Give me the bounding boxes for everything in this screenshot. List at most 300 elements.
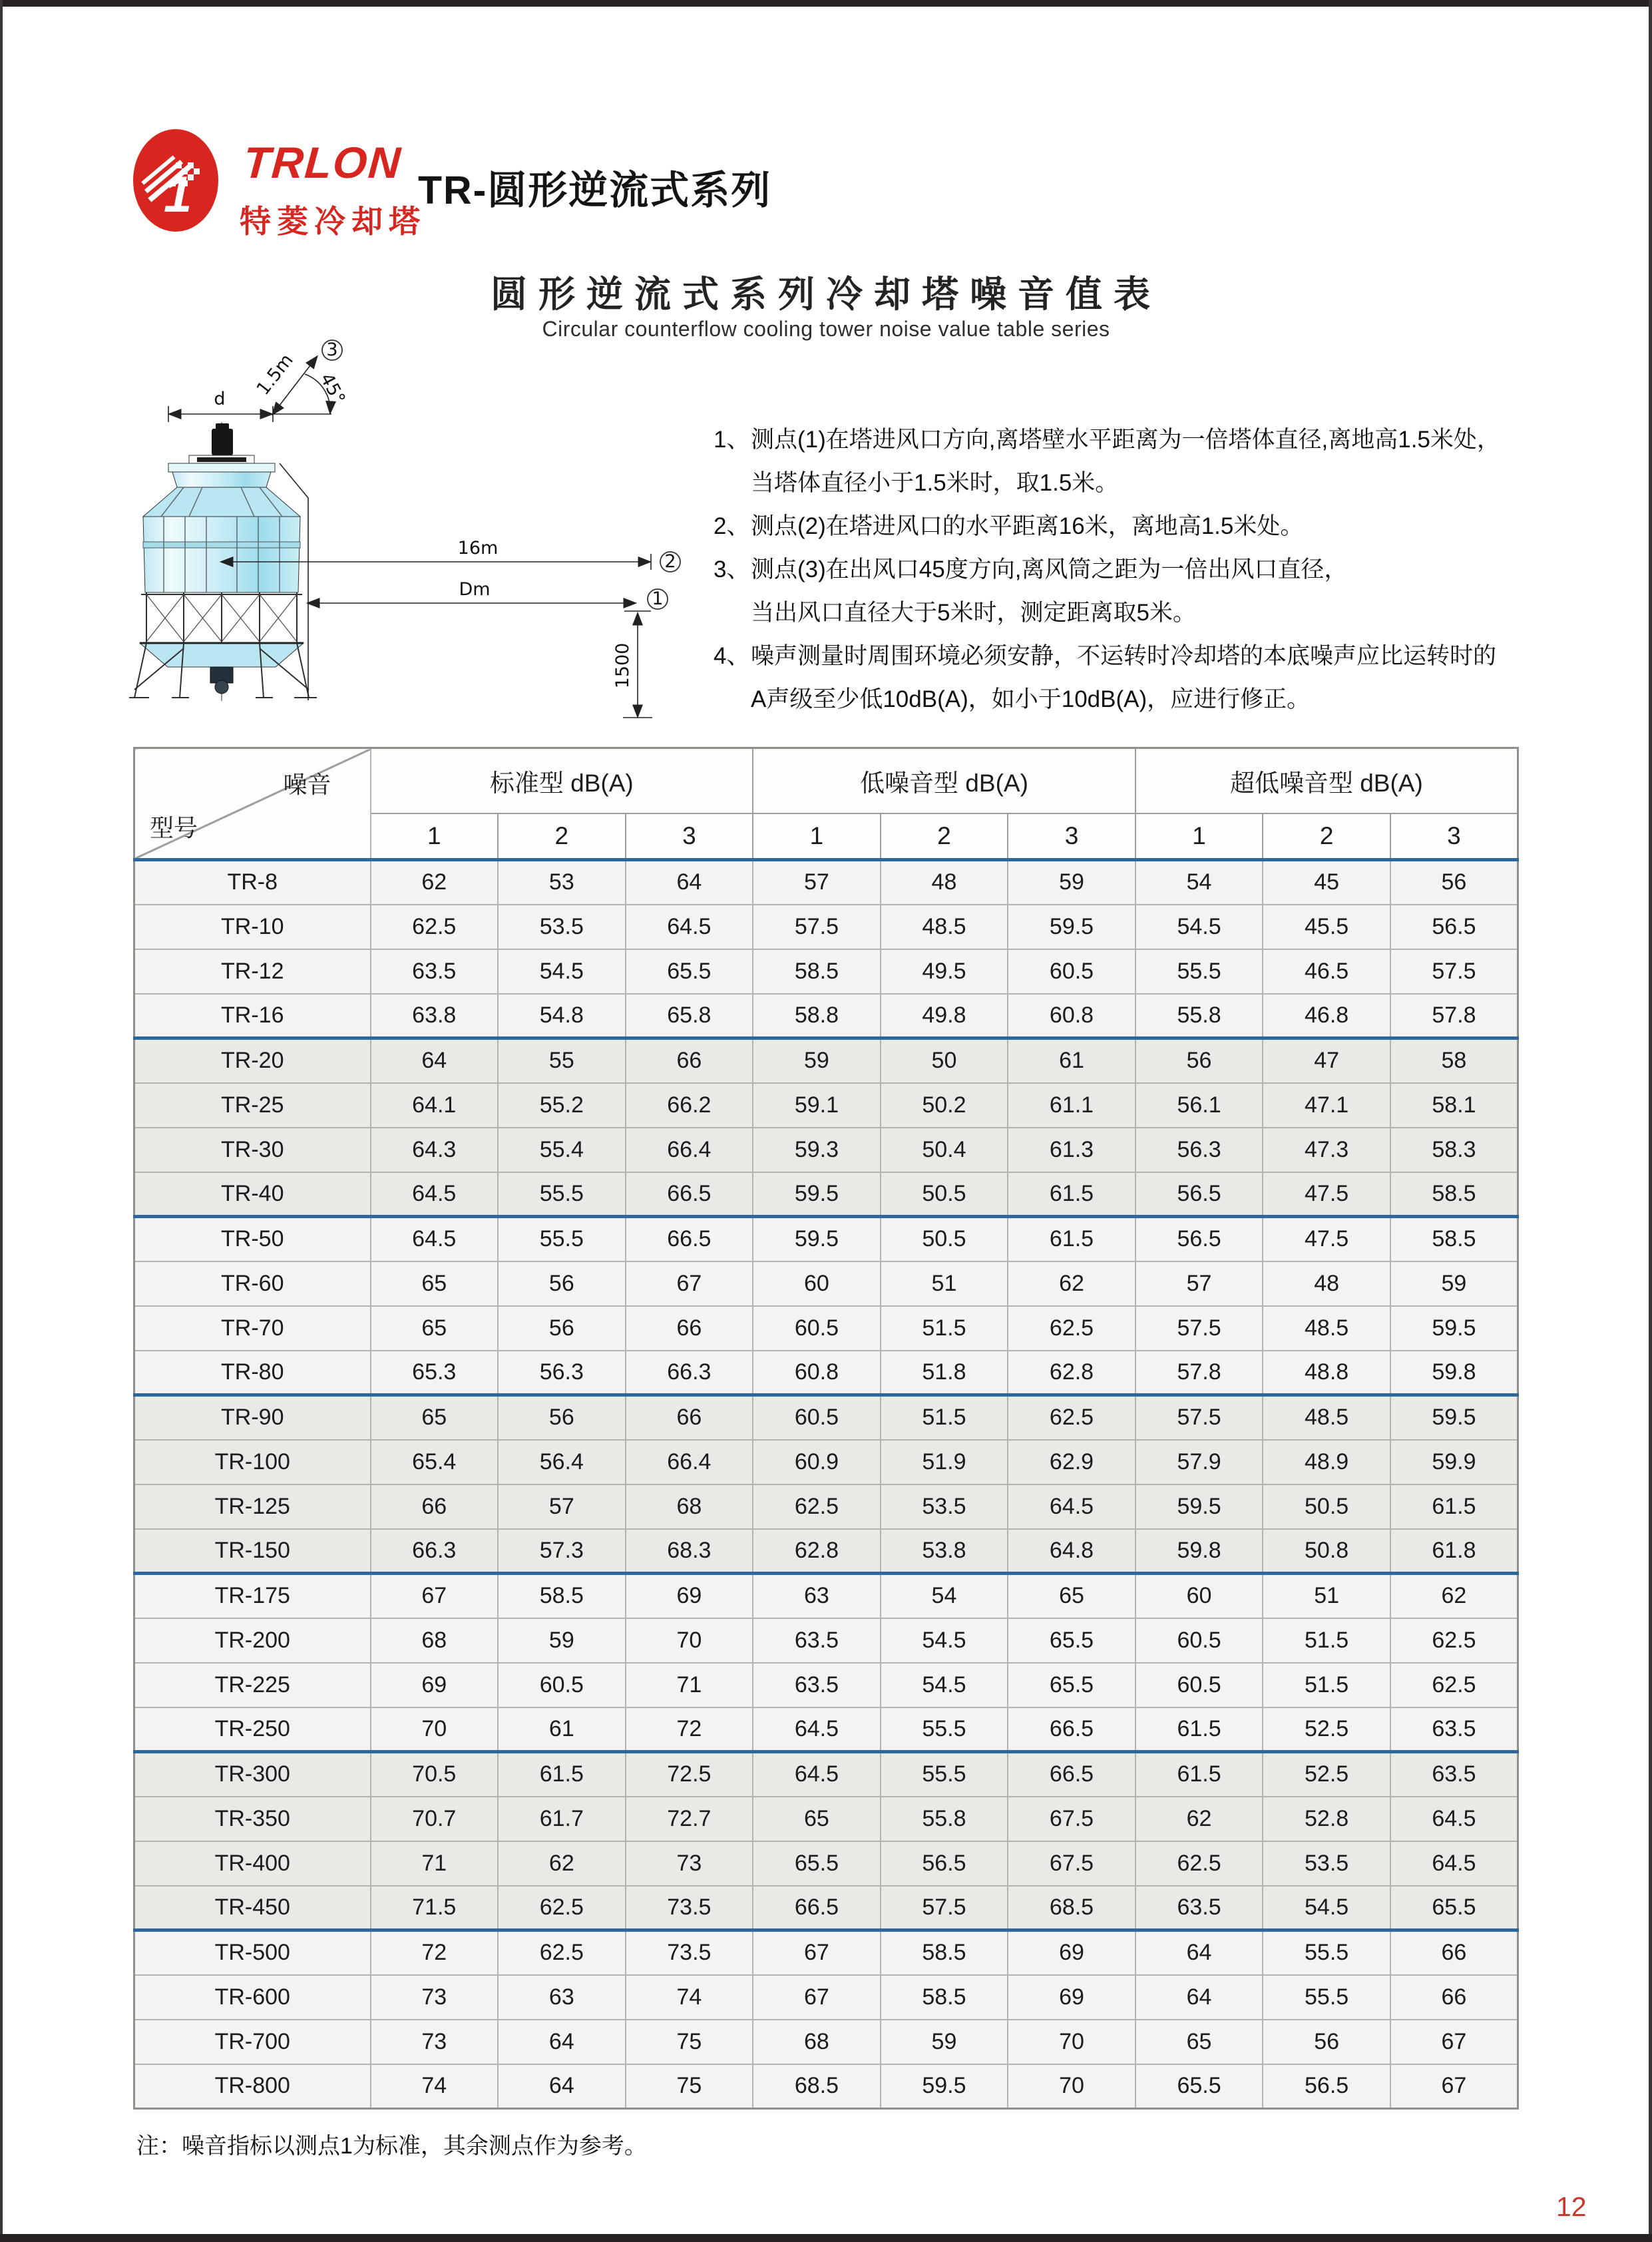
value-cell: 69 [1008,1975,1136,2020]
value-cell: 56.5 [1390,905,1518,949]
value-cell: 58.5 [1390,1217,1518,1261]
value-cell: 64 [1136,1975,1263,2020]
svg-text:1: 1 [164,166,192,223]
value-cell: 51 [1263,1574,1390,1618]
value-cell: 63.5 [1136,1886,1263,1930]
value-cell: 51 [881,1261,1008,1306]
value-cell: 55.5 [1263,1975,1390,2020]
model-cell: TR-225 [134,1663,371,1707]
value-cell: 65.5 [626,949,753,994]
value-cell: 50.5 [881,1217,1008,1261]
model-cell: TR-8 [134,860,371,905]
model-cell: TR-600 [134,1975,371,2020]
value-cell: 61 [498,1707,626,1752]
value-cell: 54.8 [498,994,626,1038]
note-item [714,418,1552,505]
value-cell: 65 [371,1395,499,1440]
value-cell: 59.1 [753,1083,881,1128]
value-cell: 61.8 [1390,1529,1518,1574]
value-cell: 56 [1390,860,1518,905]
model-cell: TR-50 [134,1217,371,1261]
value-cell: 48 [881,860,1008,905]
value-cell: 68 [753,2020,881,2064]
value-cell: 47.5 [1263,1172,1390,1217]
value-cell: 60.5 [753,1306,881,1351]
value-cell: 61.5 [1008,1217,1136,1261]
model-cell: TR-25 [134,1083,371,1128]
value-cell: 64.5 [1390,1841,1518,1886]
value-cell: 72 [371,1930,499,1975]
value-cell: 46.8 [1263,994,1390,1038]
value-cell: 48.5 [1263,1306,1390,1351]
value-cell: 71 [626,1663,753,1707]
page-number: 12 [1556,2191,1587,2222]
table-row [134,1529,1518,1574]
value-cell: 45 [1263,860,1390,905]
table-row [134,1886,1518,1930]
dim-d-label: d [214,389,226,409]
table-row [134,1574,1518,1618]
value-cell: 67 [1390,2064,1518,2109]
value-cell: 58.5 [1390,1172,1518,1217]
bottom-border-bar [0,2234,1652,2242]
value-cell: 56.5 [1263,2064,1390,2109]
value-cell: 57.5 [753,905,881,949]
value-cell: 65.5 [1008,1618,1136,1663]
value-cell: 56.5 [881,1841,1008,1886]
table-row [134,2064,1518,2109]
value-cell: 55.5 [1136,949,1263,994]
value-cell: 47.1 [1263,1083,1390,1128]
value-cell: 66.5 [753,1886,881,1930]
measure-point-1-number: 1 [652,588,664,609]
measure-point-2-number: 2 [664,551,676,572]
value-cell: 71.5 [371,1886,499,1930]
value-cell: 57 [753,860,881,905]
value-cell: 53.5 [881,1484,1008,1529]
value-cell: 48.9 [1263,1440,1390,1484]
value-cell: 63.8 [371,994,499,1038]
value-cell: 52.5 [1263,1707,1390,1752]
value-cell: 59.5 [1008,905,1136,949]
table-row [134,1797,1518,1841]
value-cell: 53 [498,860,626,905]
value-cell: 48.5 [1263,1395,1390,1440]
value-cell: 58.5 [498,1574,626,1618]
value-cell: 57.5 [1136,1306,1263,1351]
value-cell: 64.5 [371,1172,499,1217]
model-cell: TR-40 [134,1172,371,1217]
value-cell: 57.8 [1136,1351,1263,1395]
value-cell: 62 [498,1841,626,1886]
value-cell: 65.8 [626,994,753,1038]
value-cell: 65.5 [1390,1886,1518,1930]
table-row [134,1306,1518,1351]
dim-16m-label: 16m [457,538,499,559]
value-cell: 62.5 [753,1484,881,1529]
value-cell: 52.5 [1263,1752,1390,1797]
value-cell: 59.5 [753,1217,881,1261]
model-cell: TR-400 [134,1841,371,1886]
value-cell: 66 [626,1395,753,1440]
table-row [134,1663,1518,1707]
model-cell: TR-350 [134,1797,371,1841]
value-cell: 46.5 [1263,949,1390,994]
cooling-tower-body [129,423,317,698]
value-cell: 57.3 [498,1529,626,1574]
value-cell: 59.8 [1136,1529,1263,1574]
table-row [134,1351,1518,1395]
value-cell: 54 [881,1574,1008,1618]
value-cell: 75 [626,2020,753,2064]
value-cell: 62.8 [1008,1351,1136,1395]
value-cell: 66 [371,1484,499,1529]
value-cell: 59 [498,1618,626,1663]
value-cell: 62.5 [1008,1395,1136,1440]
series-title: TR-圆形逆流式系列 [418,168,772,212]
table-row [134,1484,1518,1529]
value-cell: 58.1 [1390,1083,1518,1128]
subcol-header: 2 [881,813,1008,860]
brand-name-cn: 特菱冷却塔 [240,204,426,239]
value-cell: 59.5 [1136,1484,1263,1529]
page-title-zh: 圆形逆流式系列冷却塔噪音值表 [490,274,1161,315]
value-cell: 47.5 [1263,1217,1390,1261]
value-cell: 63.5 [1390,1752,1518,1797]
value-cell: 57.5 [1390,949,1518,994]
table-row [134,2020,1518,2064]
value-cell: 71 [371,1841,499,1886]
note-item [714,548,1552,634]
value-cell: 64.5 [626,905,753,949]
value-cell: 64.5 [1008,1484,1136,1529]
value-cell: 70 [626,1618,753,1663]
corner-label-model: 型号 [150,814,198,841]
value-cell: 56.5 [1136,1217,1263,1261]
value-cell: 55.8 [1136,994,1263,1038]
value-cell: 63.5 [753,1663,881,1707]
value-cell: 62.9 [1008,1440,1136,1484]
value-cell: 67 [1390,2020,1518,2064]
table-row [134,1128,1518,1172]
value-cell: 50.4 [881,1128,1008,1172]
value-cell: 66.2 [626,1083,753,1128]
table-row [134,860,1518,905]
page-title-en: Circular counterflow cooling tower noise value table series [542,317,1110,341]
value-cell: 64.1 [371,1083,499,1128]
value-cell: 51.5 [1263,1618,1390,1663]
noise-value-table [133,747,1519,2110]
value-cell: 67 [371,1574,499,1618]
value-cell: 66 [626,1038,753,1083]
value-cell: 53.5 [1263,1841,1390,1886]
table-row [134,1440,1518,1484]
value-cell: 66.5 [1008,1707,1136,1752]
value-cell: 64.5 [1390,1797,1518,1841]
value-cell: 64 [498,2020,626,2064]
value-cell: 59.5 [753,1172,881,1217]
value-cell: 58.5 [881,1930,1008,1975]
value-cell: 56.5 [1136,1172,1263,1217]
value-cell: 62.5 [1390,1618,1518,1663]
value-cell: 62 [1008,1261,1136,1306]
value-cell: 59.8 [1390,1351,1518,1395]
value-cell: 53.5 [498,905,626,949]
value-cell: 67 [626,1261,753,1306]
value-cell: 57.8 [1390,994,1518,1038]
cooling-tower-diagram [105,330,691,730]
value-cell: 68.5 [1008,1886,1136,1930]
value-cell: 66 [626,1306,753,1351]
value-cell: 66.5 [626,1217,753,1261]
value-cell: 72 [626,1707,753,1752]
value-cell: 51.9 [881,1440,1008,1484]
value-cell: 64.8 [1008,1529,1136,1574]
table-row [134,994,1518,1038]
value-cell: 54.5 [1263,1886,1390,1930]
table-row [134,1038,1518,1083]
value-cell: 47 [1263,1038,1390,1083]
value-cell: 49.8 [881,994,1008,1038]
model-cell: TR-20 [134,1038,371,1083]
value-cell: 60 [1136,1574,1263,1618]
value-cell: 73 [371,2020,499,2064]
value-cell: 59 [1390,1261,1518,1306]
value-cell: 73.5 [626,1930,753,1975]
value-cell: 59.5 [881,2064,1008,2109]
value-cell: 60.9 [753,1440,881,1484]
measure-point-3-number: 3 [326,339,338,360]
value-cell: 55.4 [498,1128,626,1172]
value-cell: 50.8 [1263,1529,1390,1574]
note-text: 测点(1)在塔进风口方向,离塔壁水平距离为一倍塔体直径,离地高1.5米处， 当塔体直径小于1.5米时，取1.5米。 [751,427,1500,496]
value-cell: 62 [1390,1574,1518,1618]
value-cell: 73 [371,1975,499,2020]
note-text: 测点(3)在出风口45度方向,离风筒之距为一倍出风口直径， 当出风口直径大于5米时，测定距离取5米。 [751,557,1348,626]
table-row [134,1707,1518,1752]
value-cell: 68 [371,1618,499,1663]
value-cell: 70 [371,1707,499,1752]
table-row [134,905,1518,949]
table-row [134,1618,1518,1663]
value-cell: 54.5 [498,949,626,994]
group-header-standard: 标准型 dB(A) [371,748,753,813]
value-cell: 65 [371,1306,499,1351]
value-cell: 66.3 [626,1351,753,1395]
value-cell: 64 [498,2064,626,2109]
value-cell: 61.5 [1136,1752,1263,1797]
dim-1500-label: 1500 [612,642,633,689]
note-number: 2、 [714,513,750,539]
trlon-logo-icon [124,126,232,234]
value-cell: 56 [498,1306,626,1351]
value-cell: 60.5 [753,1395,881,1440]
group-header-low-noise: 低噪音型 dB(A) [753,748,1136,813]
value-cell: 68.5 [753,2064,881,2109]
value-cell: 62 [1136,1797,1263,1841]
value-cell: 54 [1136,860,1263,905]
model-cell: TR-300 [134,1752,371,1797]
value-cell: 66 [1390,1930,1518,1975]
value-cell: 49.5 [881,949,1008,994]
value-cell: 56.1 [1136,1083,1263,1128]
table-row [134,1172,1518,1217]
value-cell: 65.5 [1136,2064,1263,2109]
value-cell: 70.7 [371,1797,499,1841]
subcol-header: 2 [1263,813,1390,860]
table-row [134,1261,1518,1306]
value-cell: 45.5 [1263,905,1390,949]
value-cell: 58.3 [1390,1128,1518,1172]
subcol-header: 3 [1390,813,1518,860]
value-cell: 56.3 [498,1351,626,1395]
value-cell: 51.5 [881,1395,1008,1440]
value-cell: 62.8 [753,1529,881,1574]
model-cell: TR-12 [134,949,371,994]
dim-45deg-label: 45° [315,369,349,408]
value-cell: 51.5 [881,1306,1008,1351]
value-cell: 70 [1008,2020,1136,2064]
value-cell: 62.5 [1136,1841,1263,1886]
value-cell: 69 [626,1574,753,1618]
value-cell: 54.5 [881,1663,1008,1707]
note-number: 4、 [714,643,750,669]
model-cell: TR-80 [134,1351,371,1395]
subcol-header: 1 [753,813,881,860]
value-cell: 69 [1008,1930,1136,1975]
value-cell: 60.8 [753,1351,881,1395]
brand-name: TRLON [242,138,403,187]
subcol-header: 2 [498,813,626,860]
value-cell: 58.8 [753,994,881,1038]
model-cell: TR-125 [134,1484,371,1529]
model-cell: TR-700 [134,2020,371,2064]
model-cell: TR-90 [134,1395,371,1440]
table-row [134,949,1518,994]
value-cell: 63.5 [753,1618,881,1663]
table-row [134,1217,1518,1261]
value-cell: 65 [753,1797,881,1841]
value-cell: 68.3 [626,1529,753,1574]
value-cell: 61.5 [1390,1484,1518,1529]
value-cell: 66.5 [1008,1752,1136,1797]
value-cell: 61.3 [1008,1128,1136,1172]
value-cell: 54.5 [881,1618,1008,1663]
value-cell: 53.8 [881,1529,1008,1574]
value-cell: 57 [1136,1261,1263,1306]
value-cell: 55.5 [881,1707,1008,1752]
value-cell: 67.5 [1008,1841,1136,1886]
value-cell: 65.5 [753,1841,881,1886]
value-cell: 72.5 [626,1752,753,1797]
table-row [134,1975,1518,2020]
dim-dm-label: Dm [459,579,491,600]
note-text: 测点(2)在塔进风口的水平距离16米，离地高1.5米处。 [751,513,1304,539]
model-cell: TR-250 [134,1707,371,1752]
value-cell: 55.5 [881,1752,1008,1797]
value-cell: 56 [1263,2020,1390,2064]
table-row [134,1083,1518,1128]
measurement-notes [714,418,1552,721]
value-cell: 65 [1008,1574,1136,1618]
value-cell: 55.5 [498,1172,626,1217]
value-cell: 64 [626,860,753,905]
note-number: 1、 [714,427,750,453]
note-number: 3、 [714,557,750,582]
value-cell: 64.5 [753,1752,881,1797]
value-cell: 48.5 [881,905,1008,949]
value-cell: 73.5 [626,1886,753,1930]
subcol-header: 1 [371,813,499,860]
model-cell: TR-60 [134,1261,371,1306]
value-cell: 60.5 [1008,949,1136,994]
value-cell: 60.5 [498,1663,626,1707]
value-cell: 48.8 [1263,1351,1390,1395]
value-cell: 57 [498,1484,626,1529]
value-cell: 59.5 [1390,1395,1518,1440]
value-cell: 67.5 [1008,1797,1136,1841]
value-cell: 59.3 [753,1128,881,1172]
model-cell: TR-16 [134,994,371,1038]
value-cell: 66 [1390,1975,1518,2020]
value-cell: 64.5 [371,1217,499,1261]
value-cell: 67 [753,1930,881,1975]
note-item [714,634,1552,721]
value-cell: 62.5 [371,905,499,949]
value-cell: 59 [1008,860,1136,905]
value-cell: 75 [626,2064,753,2109]
value-cell: 65.4 [371,1440,499,1484]
value-cell: 62.5 [1390,1663,1518,1707]
value-cell: 60.8 [1008,994,1136,1038]
value-cell: 68 [626,1484,753,1529]
subcol-header: 3 [1008,813,1136,860]
corner-label-noise: 噪音 [283,771,331,798]
top-border-bar [0,0,1652,7]
value-cell: 61.5 [1136,1707,1263,1752]
value-cell: 66.5 [626,1172,753,1217]
value-cell: 48 [1263,1261,1390,1306]
value-cell: 58.5 [881,1975,1008,2020]
model-cell: TR-30 [134,1128,371,1172]
value-cell: 66.3 [371,1529,499,1574]
value-cell: 60.5 [1136,1618,1263,1663]
value-cell: 59.9 [1390,1440,1518,1484]
subcol-header: 1 [1136,813,1263,860]
value-cell: 51.5 [1263,1663,1390,1707]
value-cell: 64 [1136,1930,1263,1975]
value-cell: 59 [753,1038,881,1083]
table-row [134,1841,1518,1886]
note-text: 噪声测量时周围环境必须安静，不运转时冷却塔的本底噪声应比运转时的 A声级至少低10dB(A)，如小于10dB(A)，应进行修正。 [751,643,1497,712]
table-footnote: 注：噪音指标以测点1为标准，其余测点作为参考。 [136,2133,647,2159]
model-cell: TR-200 [134,1618,371,1663]
value-cell: 65.5 [1008,1663,1136,1707]
value-cell: 70.5 [371,1752,499,1797]
value-cell: 58 [1390,1038,1518,1083]
subcol-header: 3 [626,813,753,860]
value-cell: 57.5 [881,1886,1008,1930]
value-cell: 47.3 [1263,1128,1390,1172]
value-cell: 51.8 [881,1351,1008,1395]
value-cell: 70 [1008,2064,1136,2109]
value-cell: 67 [753,1975,881,2020]
value-cell: 56 [1136,1038,1263,1083]
value-cell: 74 [371,2064,499,2109]
value-cell: 62.5 [498,1930,626,1975]
value-cell: 64.3 [371,1128,499,1172]
value-cell: 56 [498,1395,626,1440]
